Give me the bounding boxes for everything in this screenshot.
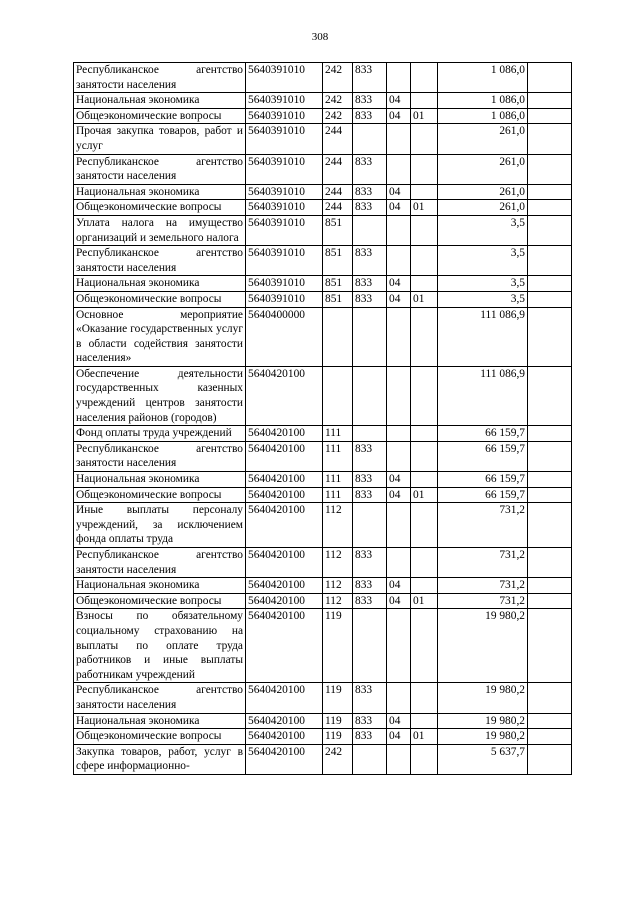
cell-admin-code: 833 xyxy=(353,200,387,216)
table-row xyxy=(74,291,572,307)
cell-extra xyxy=(528,729,572,745)
cell-section xyxy=(387,154,411,184)
cell-section xyxy=(387,683,411,713)
cell-admin-code: 833 xyxy=(353,276,387,292)
cell-section: 04 xyxy=(387,472,411,488)
cell-subsection xyxy=(411,93,438,109)
cell-target-article: 5640391010 xyxy=(246,291,323,307)
cell-section: 04 xyxy=(387,108,411,124)
cell-subsection xyxy=(411,441,438,471)
cell-name: Республиканское агентство занятости населения xyxy=(74,246,246,276)
cell-expense-type: 244 xyxy=(323,200,353,216)
cell-name: Взносы по обязательному социальному страхованию на выплаты по оплате труда работников и иные выплаты работникам учреждений xyxy=(74,609,246,683)
table-row xyxy=(74,593,572,609)
cell-subsection xyxy=(411,215,438,245)
cell-extra xyxy=(528,578,572,594)
cell-amount: 111 086,9 xyxy=(438,307,528,366)
cell-target-article: 5640391010 xyxy=(246,124,323,154)
cell-name: Республиканское агентство занятости населения xyxy=(74,548,246,578)
table-row xyxy=(74,713,572,729)
cell-name: Общеэкономические вопросы xyxy=(74,729,246,745)
cell-admin-code: 833 xyxy=(353,487,387,503)
cell-admin-code: 833 xyxy=(353,472,387,488)
cell-expense-type: 112 xyxy=(323,593,353,609)
cell-section: 04 xyxy=(387,729,411,745)
cell-name: Общеэкономические вопросы xyxy=(74,593,246,609)
cell-admin-code: 833 xyxy=(353,578,387,594)
table-row xyxy=(74,108,572,124)
cell-expense-type: 242 xyxy=(323,93,353,109)
cell-amount: 19 980,2 xyxy=(438,713,528,729)
cell-subsection xyxy=(411,124,438,154)
cell-section: 04 xyxy=(387,93,411,109)
cell-extra xyxy=(528,93,572,109)
cell-subsection xyxy=(411,713,438,729)
cell-admin-code xyxy=(353,426,387,442)
cell-name: Национальная экономика xyxy=(74,276,246,292)
cell-section: 04 xyxy=(387,200,411,216)
cell-section xyxy=(387,215,411,245)
cell-expense-type: 112 xyxy=(323,548,353,578)
cell-section xyxy=(387,366,411,425)
cell-target-article: 5640420100 xyxy=(246,503,323,548)
cell-target-article: 5640420100 xyxy=(246,426,323,442)
cell-admin-code: 833 xyxy=(353,63,387,93)
table-row xyxy=(74,578,572,594)
cell-expense-type: 244 xyxy=(323,124,353,154)
cell-amount: 19 980,2 xyxy=(438,729,528,745)
cell-target-article: 5640420100 xyxy=(246,683,323,713)
cell-section xyxy=(387,63,411,93)
cell-admin-code: 833 xyxy=(353,713,387,729)
table-row xyxy=(74,609,572,683)
cell-expense-type: 119 xyxy=(323,683,353,713)
cell-admin-code: 833 xyxy=(353,683,387,713)
cell-amount: 3,5 xyxy=(438,246,528,276)
cell-extra xyxy=(528,713,572,729)
cell-expense-type: 851 xyxy=(323,215,353,245)
cell-extra xyxy=(528,108,572,124)
cell-subsection xyxy=(411,548,438,578)
cell-target-article: 5640420100 xyxy=(246,472,323,488)
table-row xyxy=(74,246,572,276)
cell-extra xyxy=(528,63,572,93)
table-row xyxy=(74,472,572,488)
cell-amount: 731,2 xyxy=(438,593,528,609)
cell-extra xyxy=(528,366,572,425)
table-row xyxy=(74,548,572,578)
cell-admin-code: 833 xyxy=(353,548,387,578)
cell-extra xyxy=(528,472,572,488)
table-row xyxy=(74,487,572,503)
cell-subsection xyxy=(411,366,438,425)
cell-admin-code xyxy=(353,609,387,683)
cell-name: Уплата налога на имущество организаций и земельного налога xyxy=(74,215,246,245)
cell-target-article: 5640420100 xyxy=(246,729,323,745)
table-row xyxy=(74,184,572,200)
cell-extra xyxy=(528,154,572,184)
cell-amount: 66 159,7 xyxy=(438,487,528,503)
cell-section xyxy=(387,246,411,276)
cell-subsection xyxy=(411,63,438,93)
cell-amount: 19 980,2 xyxy=(438,683,528,713)
cell-expense-type: 244 xyxy=(323,154,353,184)
cell-extra xyxy=(528,548,572,578)
cell-target-article: 5640420100 xyxy=(246,593,323,609)
cell-amount: 3,5 xyxy=(438,215,528,245)
cell-extra xyxy=(528,215,572,245)
cell-extra xyxy=(528,307,572,366)
cell-expense-type: 242 xyxy=(323,744,353,774)
cell-target-article: 5640391010 xyxy=(246,108,323,124)
cell-amount: 261,0 xyxy=(438,154,528,184)
cell-name: Закупка товаров, работ, услуг в сфере информационно- xyxy=(74,744,246,774)
cell-target-article: 5640391010 xyxy=(246,276,323,292)
cell-target-article: 5640420100 xyxy=(246,441,323,471)
cell-amount: 1 086,0 xyxy=(438,93,528,109)
cell-subsection xyxy=(411,744,438,774)
cell-name: Национальная экономика xyxy=(74,184,246,200)
cell-admin-code: 833 xyxy=(353,441,387,471)
cell-section: 04 xyxy=(387,276,411,292)
cell-amount: 5 637,7 xyxy=(438,744,528,774)
cell-name: Основное мероприятие «Оказание государственных услуг в области содействия занятости населения» xyxy=(74,307,246,366)
cell-admin-code xyxy=(353,307,387,366)
cell-section xyxy=(387,426,411,442)
cell-target-article: 5640391010 xyxy=(246,200,323,216)
cell-subsection xyxy=(411,578,438,594)
cell-amount: 261,0 xyxy=(438,200,528,216)
cell-section: 04 xyxy=(387,593,411,609)
table-row xyxy=(74,215,572,245)
cell-expense-type: 111 xyxy=(323,441,353,471)
cell-section xyxy=(387,441,411,471)
cell-extra xyxy=(528,124,572,154)
cell-name: Прочая закупка товаров, работ и услуг xyxy=(74,124,246,154)
cell-admin-code: 833 xyxy=(353,93,387,109)
cell-extra xyxy=(528,744,572,774)
cell-target-article: 5640391010 xyxy=(246,246,323,276)
cell-name: Иные выплаты персоналу учреждений, за исключением фонда оплаты труда xyxy=(74,503,246,548)
table-row xyxy=(74,426,572,442)
cell-subsection xyxy=(411,503,438,548)
table-row xyxy=(74,729,572,745)
budget-table-body xyxy=(74,63,572,775)
cell-name: Национальная экономика xyxy=(74,713,246,729)
cell-section xyxy=(387,609,411,683)
cell-subsection xyxy=(411,609,438,683)
table-row xyxy=(74,366,572,425)
cell-expense-type: 111 xyxy=(323,426,353,442)
cell-amount: 66 159,7 xyxy=(438,441,528,471)
cell-admin-code: 833 xyxy=(353,246,387,276)
table-row xyxy=(74,683,572,713)
cell-admin-code xyxy=(353,366,387,425)
cell-amount: 261,0 xyxy=(438,184,528,200)
cell-extra xyxy=(528,487,572,503)
table-row xyxy=(74,744,572,774)
cell-amount: 731,2 xyxy=(438,578,528,594)
cell-name: Республиканское агентство занятости населения xyxy=(74,441,246,471)
cell-name: Общеэкономические вопросы xyxy=(74,487,246,503)
cell-expense-type: 111 xyxy=(323,472,353,488)
table-row xyxy=(74,63,572,93)
cell-subsection xyxy=(411,683,438,713)
table-row xyxy=(74,276,572,292)
cell-extra xyxy=(528,276,572,292)
cell-admin-code: 833 xyxy=(353,291,387,307)
cell-section: 04 xyxy=(387,578,411,594)
cell-amount: 111 086,9 xyxy=(438,366,528,425)
cell-section: 04 xyxy=(387,184,411,200)
cell-subsection: 01 xyxy=(411,291,438,307)
cell-amount: 261,0 xyxy=(438,124,528,154)
cell-target-article: 5640420100 xyxy=(246,487,323,503)
cell-admin-code: 833 xyxy=(353,184,387,200)
cell-name: Общеэкономические вопросы xyxy=(74,291,246,307)
cell-subsection: 01 xyxy=(411,593,438,609)
page-number: 308 xyxy=(311,31,329,43)
cell-expense-type: 112 xyxy=(323,578,353,594)
cell-target-article: 5640420100 xyxy=(246,713,323,729)
cell-subsection: 01 xyxy=(411,487,438,503)
cell-subsection xyxy=(411,184,438,200)
cell-amount: 19 980,2 xyxy=(438,609,528,683)
cell-subsection: 01 xyxy=(411,108,438,124)
cell-extra xyxy=(528,593,572,609)
table-row xyxy=(74,154,572,184)
cell-name: Национальная экономика xyxy=(74,472,246,488)
cell-extra xyxy=(528,609,572,683)
cell-target-article: 5640391010 xyxy=(246,63,323,93)
cell-amount: 66 159,7 xyxy=(438,426,528,442)
cell-name: Национальная экономика xyxy=(74,93,246,109)
cell-expense-type xyxy=(323,366,353,425)
cell-section: 04 xyxy=(387,291,411,307)
cell-admin-code xyxy=(353,215,387,245)
cell-amount: 731,2 xyxy=(438,548,528,578)
cell-name: Обеспечение деятельности государственных казенных учреждений центров занятости населения районов (городов) xyxy=(74,366,246,425)
cell-admin-code: 833 xyxy=(353,108,387,124)
cell-amount: 3,5 xyxy=(438,291,528,307)
cell-amount: 3,5 xyxy=(438,276,528,292)
cell-admin-code: 833 xyxy=(353,154,387,184)
cell-expense-type: 851 xyxy=(323,291,353,307)
cell-name: Фонд оплаты труда учреждений xyxy=(74,426,246,442)
cell-expense-type: 242 xyxy=(323,63,353,93)
table-row xyxy=(74,93,572,109)
cell-extra xyxy=(528,184,572,200)
cell-subsection xyxy=(411,307,438,366)
cell-subsection: 01 xyxy=(411,200,438,216)
cell-target-article: 5640420100 xyxy=(246,578,323,594)
cell-target-article: 5640420100 xyxy=(246,744,323,774)
cell-amount: 731,2 xyxy=(438,503,528,548)
cell-expense-type: 112 xyxy=(323,503,353,548)
table-row xyxy=(74,200,572,216)
cell-name: Общеэкономические вопросы xyxy=(74,108,246,124)
cell-section xyxy=(387,503,411,548)
cell-admin-code: 833 xyxy=(353,593,387,609)
cell-expense-type xyxy=(323,307,353,366)
cell-name: Республиканское агентство занятости населения xyxy=(74,154,246,184)
budget-table xyxy=(73,62,572,775)
cell-admin-code xyxy=(353,744,387,774)
cell-subsection: 01 xyxy=(411,729,438,745)
cell-section: 04 xyxy=(387,713,411,729)
cell-expense-type: 242 xyxy=(323,108,353,124)
cell-name: Республиканское агентство занятости населения xyxy=(74,683,246,713)
cell-target-article: 5640391010 xyxy=(246,93,323,109)
cell-section xyxy=(387,124,411,154)
cell-extra xyxy=(528,291,572,307)
cell-expense-type: 119 xyxy=(323,729,353,745)
cell-extra xyxy=(528,503,572,548)
cell-extra xyxy=(528,426,572,442)
table-row xyxy=(74,441,572,471)
cell-target-article: 5640420100 xyxy=(246,609,323,683)
cell-expense-type: 851 xyxy=(323,276,353,292)
cell-section xyxy=(387,548,411,578)
cell-extra xyxy=(528,441,572,471)
cell-name: Общеэкономические вопросы xyxy=(74,200,246,216)
cell-target-article: 5640391010 xyxy=(246,215,323,245)
cell-target-article: 5640391010 xyxy=(246,184,323,200)
cell-subsection xyxy=(411,246,438,276)
cell-amount: 1 086,0 xyxy=(438,108,528,124)
cell-name: Национальная экономика xyxy=(74,578,246,594)
cell-expense-type: 111 xyxy=(323,487,353,503)
cell-subsection xyxy=(411,472,438,488)
cell-expense-type: 119 xyxy=(323,609,353,683)
cell-admin-code: 833 xyxy=(353,729,387,745)
cell-section xyxy=(387,307,411,366)
cell-section xyxy=(387,744,411,774)
cell-amount: 1 086,0 xyxy=(438,63,528,93)
table-row xyxy=(74,503,572,548)
cell-expense-type: 119 xyxy=(323,713,353,729)
cell-target-article: 5640400000 xyxy=(246,307,323,366)
cell-target-article: 5640420100 xyxy=(246,366,323,425)
cell-subsection xyxy=(411,154,438,184)
cell-section: 04 xyxy=(387,487,411,503)
cell-extra xyxy=(528,200,572,216)
cell-subsection xyxy=(411,426,438,442)
cell-admin-code xyxy=(353,503,387,548)
table-row xyxy=(74,124,572,154)
cell-amount: 66 159,7 xyxy=(438,472,528,488)
cell-target-article: 5640420100 xyxy=(246,548,323,578)
cell-extra xyxy=(528,246,572,276)
cell-name: Республиканское агентство занятости населения xyxy=(74,63,246,93)
cell-extra xyxy=(528,683,572,713)
cell-expense-type: 851 xyxy=(323,246,353,276)
cell-subsection xyxy=(411,276,438,292)
cell-expense-type: 244 xyxy=(323,184,353,200)
cell-target-article: 5640391010 xyxy=(246,154,323,184)
table-row xyxy=(74,307,572,366)
cell-admin-code xyxy=(353,124,387,154)
